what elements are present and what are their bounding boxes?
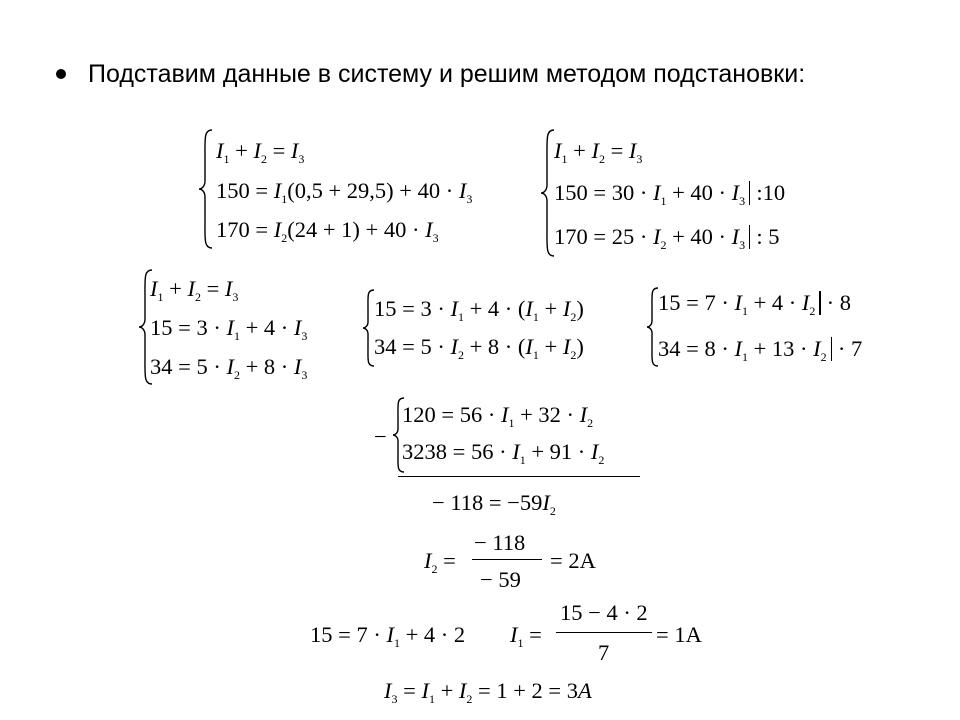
system-5 — [646, 286, 896, 368]
equation: $I_1 + I_2 = I_3$ — [554, 138, 643, 166]
system-1 — [198, 128, 528, 250]
system-brace — [198, 128, 214, 250]
fraction-line — [472, 559, 542, 560]
equation: $34 = 5 \cdot I_2 + 8 \cdot I_3$ — [150, 354, 308, 382]
i1-rhs: = 1A — [656, 622, 702, 647]
equation: $170 = 25 \cdot I_2 + 40 \cdot I_3$ : 5 — [554, 224, 780, 252]
bullet-text: Подставим данные в систему и решим методом подстановки: — [88, 59, 806, 88]
equation: $15 = 3 \cdot I_1 + 4 \cdot (I_1 + I_2)$ — [374, 296, 584, 324]
bullet-dot — [56, 69, 66, 79]
equation: $34 = 5 \cdot I_2 + 8 \cdot (I_1 + I_2)$ — [374, 334, 584, 362]
system-3 — [138, 268, 348, 386]
equation: $150 = 30 \cdot I_1 + 40 \cdot I_3$ :10 — [554, 180, 786, 208]
fraction-line — [556, 632, 652, 633]
result-equation: − $118 = -59I_2$ — [432, 490, 556, 518]
i2-numerator: − 118 — [474, 530, 526, 555]
i2-denominator: − 59 — [480, 567, 521, 592]
equation: $34 = 8 \cdot I_1 + 13 \cdot I_2 \cdot 7$ — [658, 336, 863, 364]
equation: $15 = 7 \cdot I_1 + 4 \cdot I_2 \cdot 8$ — [658, 290, 852, 318]
i3-equation: $I_3 = I_1 + I_2 = 1 + 2 = 3A$ — [384, 678, 592, 706]
subtraction-line — [398, 476, 640, 477]
minus-sign: − — [374, 424, 387, 449]
i2-lhs: $I_2$ = — [424, 548, 456, 576]
equation: $3238 = 56 \cdot I_1 + 91 \cdot I_2$ — [402, 439, 605, 467]
i1-lhs: $I_1$ = — [510, 622, 542, 650]
bullet-point — [56, 56, 805, 92]
equation: $150 = I_1(0,5 + 29,5) + 40 \cdot I_3$ — [216, 178, 473, 206]
equation: $170 = I_2(24 + 1) + 40 \cdot I_3$ — [216, 217, 439, 245]
equation: $I_1 + I_2 = I_3$ — [216, 138, 305, 166]
system-4 — [362, 288, 632, 368]
system-2 — [540, 128, 840, 258]
equation: $I_1 + I_2 = I_3$ — [150, 276, 239, 304]
i1-numerator: 15 − 4 · 2 — [560, 600, 648, 625]
equation: $120 = 56 \cdot I_1 + 32 \cdot I_2$ — [402, 402, 594, 430]
system-6 — [392, 396, 652, 474]
i2-rhs: = 2A — [550, 548, 596, 573]
i1-equation: $15 = 7 \cdot I_1 + 4 \cdot 2$ — [310, 622, 466, 650]
i1-denominator: 7 — [598, 640, 610, 665]
equation: $15 = 3 \cdot I_1 + 4 \cdot I_3$ — [150, 315, 308, 343]
